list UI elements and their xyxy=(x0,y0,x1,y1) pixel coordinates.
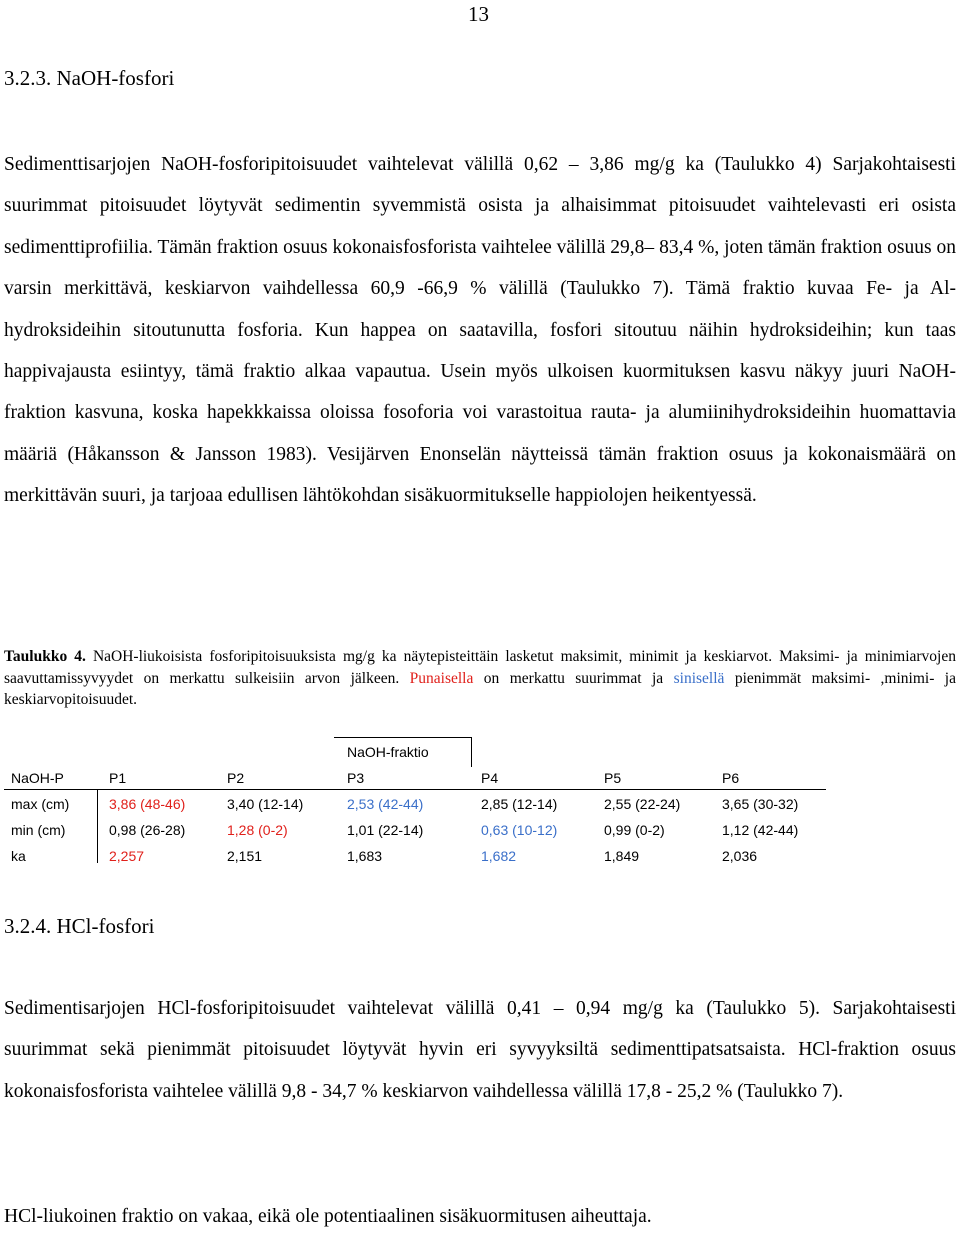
column-header: P5 xyxy=(604,770,622,786)
table-cell: 0,98 (26-28) xyxy=(109,822,186,838)
table-cell: 1,682 xyxy=(481,848,517,864)
naoh-paragraph: Sedimenttisarjojen NaOH-fosforipitoisuudet vaihtelevat välillä 0,62 – 3,86 mg/g ka (Taulukko 4) Sarjakohtaisesti suurimmat pitoisuudet löytyvät sedimentin syvemmistä osista ja alhaisimmat pitoisuudet vaihtelevasti eri osista sedimenttiprofiilia. Tämän fraktion osuus kokonaisfosforista vaihtelee välillä 29,8– 83,4 %, joten tämän fraktion osuus on varsin merkittävä, keskiarvon vaihdellessa 60,9 -66,9 % välillä (Taulukko 7). Tämä fraktio kuvaa Fe- ja Al-hydroksideihin sitoutunutta fosforia. Kun happea on saatavilla, fosfori sitoutuu näihin hydroksideihin; kun taas happivajausta esiintyy, tämä fraktio alkaa vapautua. Usein myös ulkoisen kuormituksen kasvu näkyy juuri NaOH-fraktion kasvuna, koska hapekkkaissa oloissa fosoforia voi varastoitua rauta- ja alumiinihydroksideihin huomattavia määriä (Håkansson & Jansson 1983). Vesijärven Enonselän näytteissä tämän fraktion osuus ja kokonaismäärä on merkittävän suuri, ja tarjoaa edullisen lähtökohdan sisäkuormitukselle happiolojen heikentyessä. xyxy=(4,154,956,507)
table-cell: 2,55 (22-24) xyxy=(604,796,681,812)
column-header: P1 xyxy=(109,770,127,786)
caption-text-1: NaOH-liukoisista fosforipitoisuuksista mg/g ka näytepisteittäin lasketut maksimit, minimit ja keskiarvot. Maksimi- ja minimiarvojen saavuttamissyvyydet on merkattu sulkeisiin arvon jälkeen. xyxy=(4,648,956,687)
table-cell: 1,28 (0-2) xyxy=(227,822,288,838)
hcl-closing-paragraph: HCl-liukoinen fraktio on vakaa, eikä ole potentiaalinen sisäkuormitusen aiheuttaja. xyxy=(4,1206,652,1227)
table-cell: 0,63 (10-12) xyxy=(481,822,558,838)
caption-red-word: Punaisella xyxy=(409,669,474,687)
column-header: P4 xyxy=(481,770,499,786)
column-header: P2 xyxy=(227,770,245,786)
table-cell: 2,53 (42-44) xyxy=(347,796,424,812)
table-cell: 2,257 xyxy=(109,848,145,864)
row-label: min (cm) xyxy=(11,822,66,838)
table-cell: 1,01 (22-14) xyxy=(347,822,424,838)
group-header: NaOH-fraktio xyxy=(347,744,429,760)
row-label: max (cm) xyxy=(11,796,70,812)
caption-label: Taulukko 4. xyxy=(4,648,86,665)
table-cell: 1,12 (42-44) xyxy=(722,822,799,838)
table-cell: 1,849 xyxy=(604,848,640,864)
caption-blue-word: sinisellä xyxy=(673,669,725,687)
group-header-top-line xyxy=(334,737,472,738)
table-cell: 3,40 (12-14) xyxy=(227,796,304,812)
table-cell: 3,65 (30-32) xyxy=(722,796,799,812)
column-header: P6 xyxy=(722,770,740,786)
table-cell: 2,036 xyxy=(722,848,758,864)
hcl-paragraph: Sedimentisarjojen HCl-fosforipitoisuudet vaihtelevat välillä 0,41 – 0,94 mg/g ka (Taulukko 5). Sarjakohtaisesti suurimmat sekä pienimmät pitoisuudet löytyvät hyvin eri syvyyksiltä sedimenttipatsatsaista. HCl-fraktion osuus kokonaisfosforista vaihtelee välillä 9,8 - 34,7 % keskiarvon vaihdellessa välillä 17,8 - 25,2 % (Taulukko 7). xyxy=(4,998,956,1102)
page-number: 13 xyxy=(468,2,489,26)
table-cell: 2,85 (12-14) xyxy=(481,796,558,812)
caption-text-3: pienimmät maksimi- ,minimi- ja keskiarvopitoisuudet. xyxy=(4,669,956,708)
group-header-right-line xyxy=(471,737,472,767)
column-header: P3 xyxy=(347,770,365,786)
row-label-divider xyxy=(97,789,98,863)
table-cell: 1,683 xyxy=(347,848,383,864)
table-cell: 3,86 (48-46) xyxy=(109,796,186,812)
table-cell: 0,99 (0-2) xyxy=(604,822,665,838)
section-heading-naoh: 3.2.3. NaOH-fosfori xyxy=(4,66,175,90)
column-header: NaOH-P xyxy=(11,770,64,786)
header-bottom-rule xyxy=(4,789,826,790)
table-cell: 2,151 xyxy=(227,848,263,864)
row-label: ka xyxy=(11,848,26,864)
section-heading-hcl: 3.2.4. HCl-fosfori xyxy=(4,914,155,938)
caption-text-2: on merkattu suurimmat ja xyxy=(473,669,674,687)
